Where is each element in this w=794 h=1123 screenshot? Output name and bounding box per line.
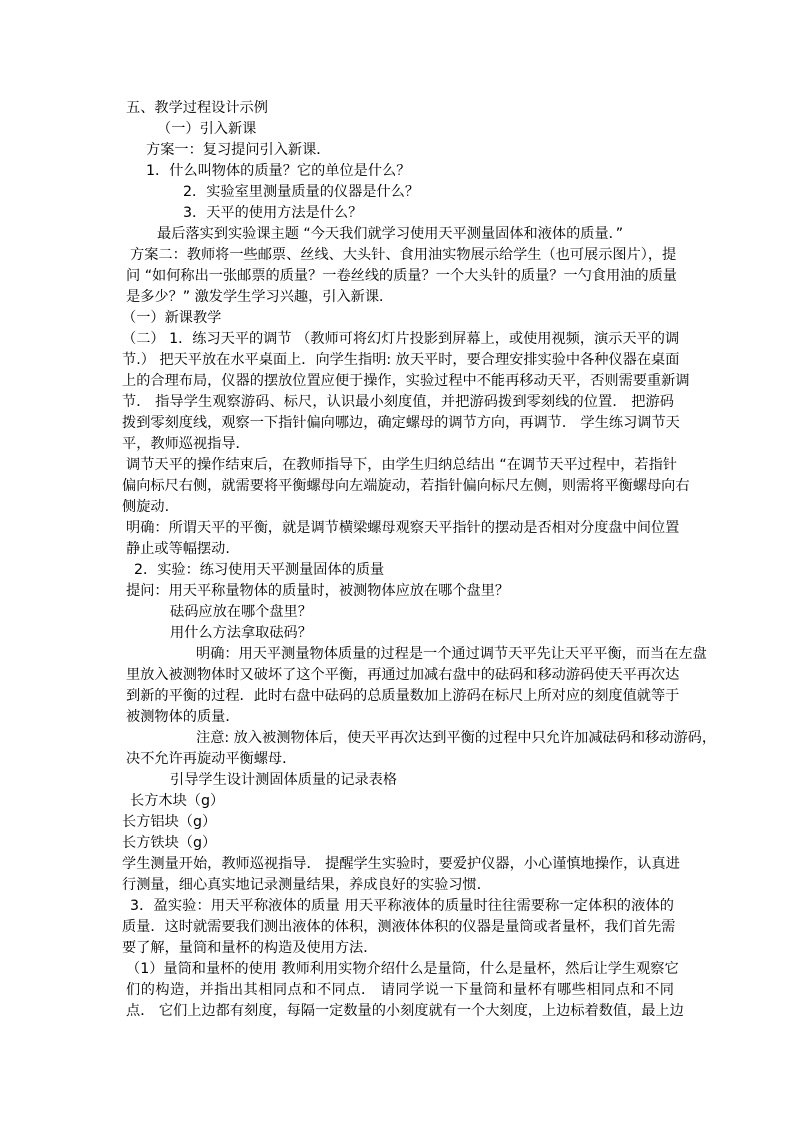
subsection-heading: 2．实验：练习使用天平测量固体的质量: [134, 562, 385, 578]
text-line: 决不允许再旋动平衡螺母．: [126, 751, 297, 767]
text-line: 上的合理布局，仪器的摆放位置应便于操作，实验过程中不能再移动天平，否则需要重新调: [122, 373, 690, 389]
text-line: 偏向标尺右侧，就需要将平衡螺母向左端旋动，若指针偏向标尺左侧，则需将平衡螺母向右: [122, 478, 690, 494]
text-line: 行测量，细心真实地记录测量结果，养成良好的实验习惯．: [122, 877, 491, 893]
question-line: 提问：用天平称量物体的质量时，被测物体应放在哪个盘里？: [126, 583, 510, 599]
text-line: 明确：所谓天平的平衡，就是调节横梁螺母观察天平指针的摆动是否相对分度盘中间位置: [126, 520, 680, 536]
question-line: 用什么方法拿取砝码？: [170, 625, 312, 641]
text-line: 问 “如何称出一张邮票的质量？一卷丝线的质量？一个大头针的质量？一勺食用油的质量: [126, 268, 677, 284]
text-line: 节． 指导学生观察游码、标尺，认识最小刻度值，并把游码拨到零刻线的位置． 把游码: [122, 394, 674, 410]
text-line: 节.） 把天平放在水平桌面上．向学生指明: 放天平时，要合理安排实验中各种仪器在桌面: [122, 352, 680, 368]
table-row-label: 长方铝块（g）: [122, 814, 217, 830]
text-line: 到新的平衡的过程．此时右盘中砝码的总质量数加上游码在标尺上所对应的刻度值就等于: [126, 688, 680, 704]
question-line: 2．实验室里测量质量的仪器是什么？: [183, 184, 420, 200]
text-line: 引导学生设计测固体质量的记录表格: [170, 772, 398, 788]
text-line: 被测物体的质量．: [126, 709, 240, 725]
text-line: 学生测量开始，教师巡视指导． 提醒学生实验时，要爱护仪器，小心谨慎地操作，认真进: [122, 856, 680, 872]
table-row-label: 长方铁块（g）: [122, 835, 217, 851]
text-line: 是多少？” 激发学生学习兴趣，引入新课．: [126, 289, 394, 305]
text-line: 调节天平的操作结束后，在教师指导下，由学生归纳总结出 “在调节天平过程中，若指针: [126, 457, 677, 473]
text-line: 平，教师巡视指导．: [122, 436, 250, 452]
text-line: 3．盈实验：用天平称液体的质量 用天平称液体的质量时往往需要称一定体积的液体的: [130, 898, 674, 914]
section-heading: 五、教学过程设计示例: [126, 100, 268, 116]
text-line: 方案一：复习提问引入新课．: [146, 142, 331, 158]
subsection-heading: （一）新课教学: [122, 310, 222, 326]
text-line: 质量．这时就需要我们测出液体的体积，测液体体积的仪器是量筒或者量杯，我们首先需: [122, 919, 676, 935]
question-line: 3．天平的使用方法是什么？: [183, 205, 363, 221]
text-line: 最后落实到实验课主题 “今天我们就学习使用天平测量固体和液体的质量．”: [157, 226, 624, 242]
text-line: 里放入被测物体时又破坏了这个平衡，再通过加减右盘中的砝码和移动游码使天平再次达: [126, 667, 680, 683]
text-line: （1）量筒和量杯的使用 教师利用实物介绍什么是量筒，什么是量杯，然后让学生观察它: [126, 961, 679, 977]
subsection-heading: （一）引入新课: [157, 121, 257, 137]
text-line: 静止或等幅摆动.: [126, 541, 230, 557]
text-line: 们的构造，并指出其相同点和不同点． 请同学说一下量筒和量杯有哪些相同点和不同: [126, 982, 674, 998]
text-line: 方案二：教师将一些邮票、丝线、大头针、食用油实物展示给学生（也可展示图片），提: [130, 247, 677, 263]
table-row-label: 长方木块（g）: [130, 793, 225, 809]
text-line: 侧旋动.: [122, 499, 170, 515]
text-line: 明确：用天平测量物体质量的过程是一个通过调节天平先让天平平衡，而当在左盘: [196, 646, 707, 662]
text-line: 拨到零刻度线，观察一下指针偏向哪边，确定螺母的调节方向，再调节． 学生练习调节天: [122, 415, 680, 431]
text-line: （二） 1．练习天平的调节 （教师可将幻灯片投影到屏幕上，或使用视频，演示天平的调: [122, 331, 680, 347]
question-line: 砝码应放在哪个盘里？: [170, 604, 312, 620]
text-line: 注意: 放入被测物体后，使天平再次达到平衡的过程中只允许加减砝码和移动游码，: [196, 730, 717, 746]
text-line: 要了解，量筒和量杯的构造及使用方法．: [122, 940, 378, 956]
text-line: 点． 它们上边都有刻度，每隔一定数量的小刻度就有一个大刻度，上边标着数值，最上边: [126, 1003, 684, 1019]
question-line: 1．什么叫物体的质量？它的单位是什么？: [146, 163, 411, 179]
